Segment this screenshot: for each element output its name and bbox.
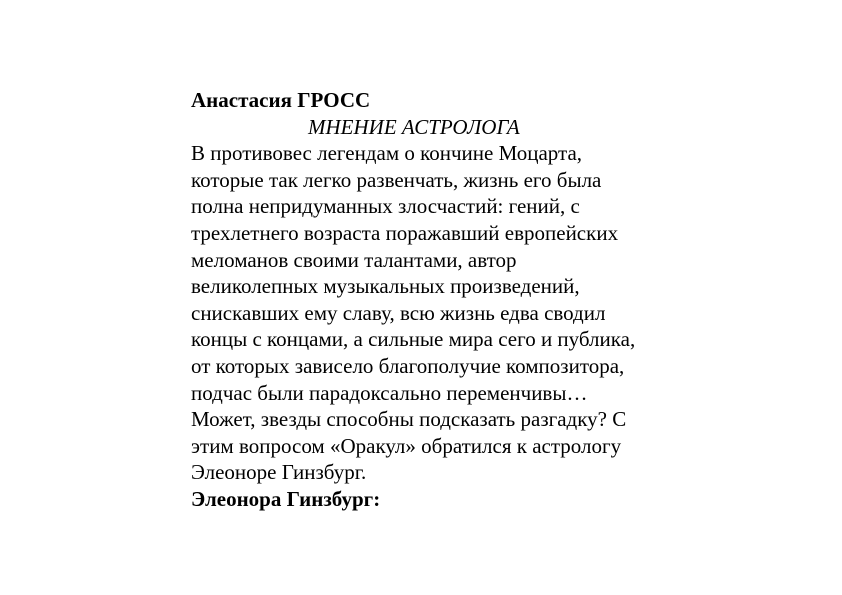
paragraph-line: этим вопросом «Оракул» обратился к астрологу [191, 433, 622, 458]
paragraph-line: от которых зависело благополучие композитора, [191, 353, 625, 378]
paragraph-line: В противовес легендам о кончине Моцарта, [191, 141, 583, 166]
paragraph-line: Может, звезды способны подсказать разгадку? С [191, 407, 627, 432]
paragraph-line: великолепных музыкальных произведений, [191, 274, 580, 299]
paragraph-line: полна непридуманных злосчастий: гений, с [191, 194, 580, 219]
author-name: Анастасия ГРОСС [191, 88, 371, 112]
paragraph-line: снискавших ему славу, всю жизнь едва сводил [191, 300, 606, 325]
paragraph-line: Элеоноре Гинзбург. [191, 460, 367, 485]
paragraph-line: концы с концами, а сильные мира сего и публика, [191, 327, 636, 352]
paragraph-line: подчас были парадоксально переменчивы… [191, 380, 588, 405]
paragraph-line: меломанов своими талантами, автор [191, 247, 517, 272]
paragraph-line: которые так легко развенчать, жизнь его была [191, 167, 602, 192]
article-title: МНЕНИЕ АСТРОЛОГА [308, 114, 520, 139]
speaker-name: Элеонора Гинзбург: [191, 486, 381, 511]
paragraph-line: трехлетнего возраста поражавший европейских [191, 220, 619, 245]
article-text-block [191, 87, 671, 513]
